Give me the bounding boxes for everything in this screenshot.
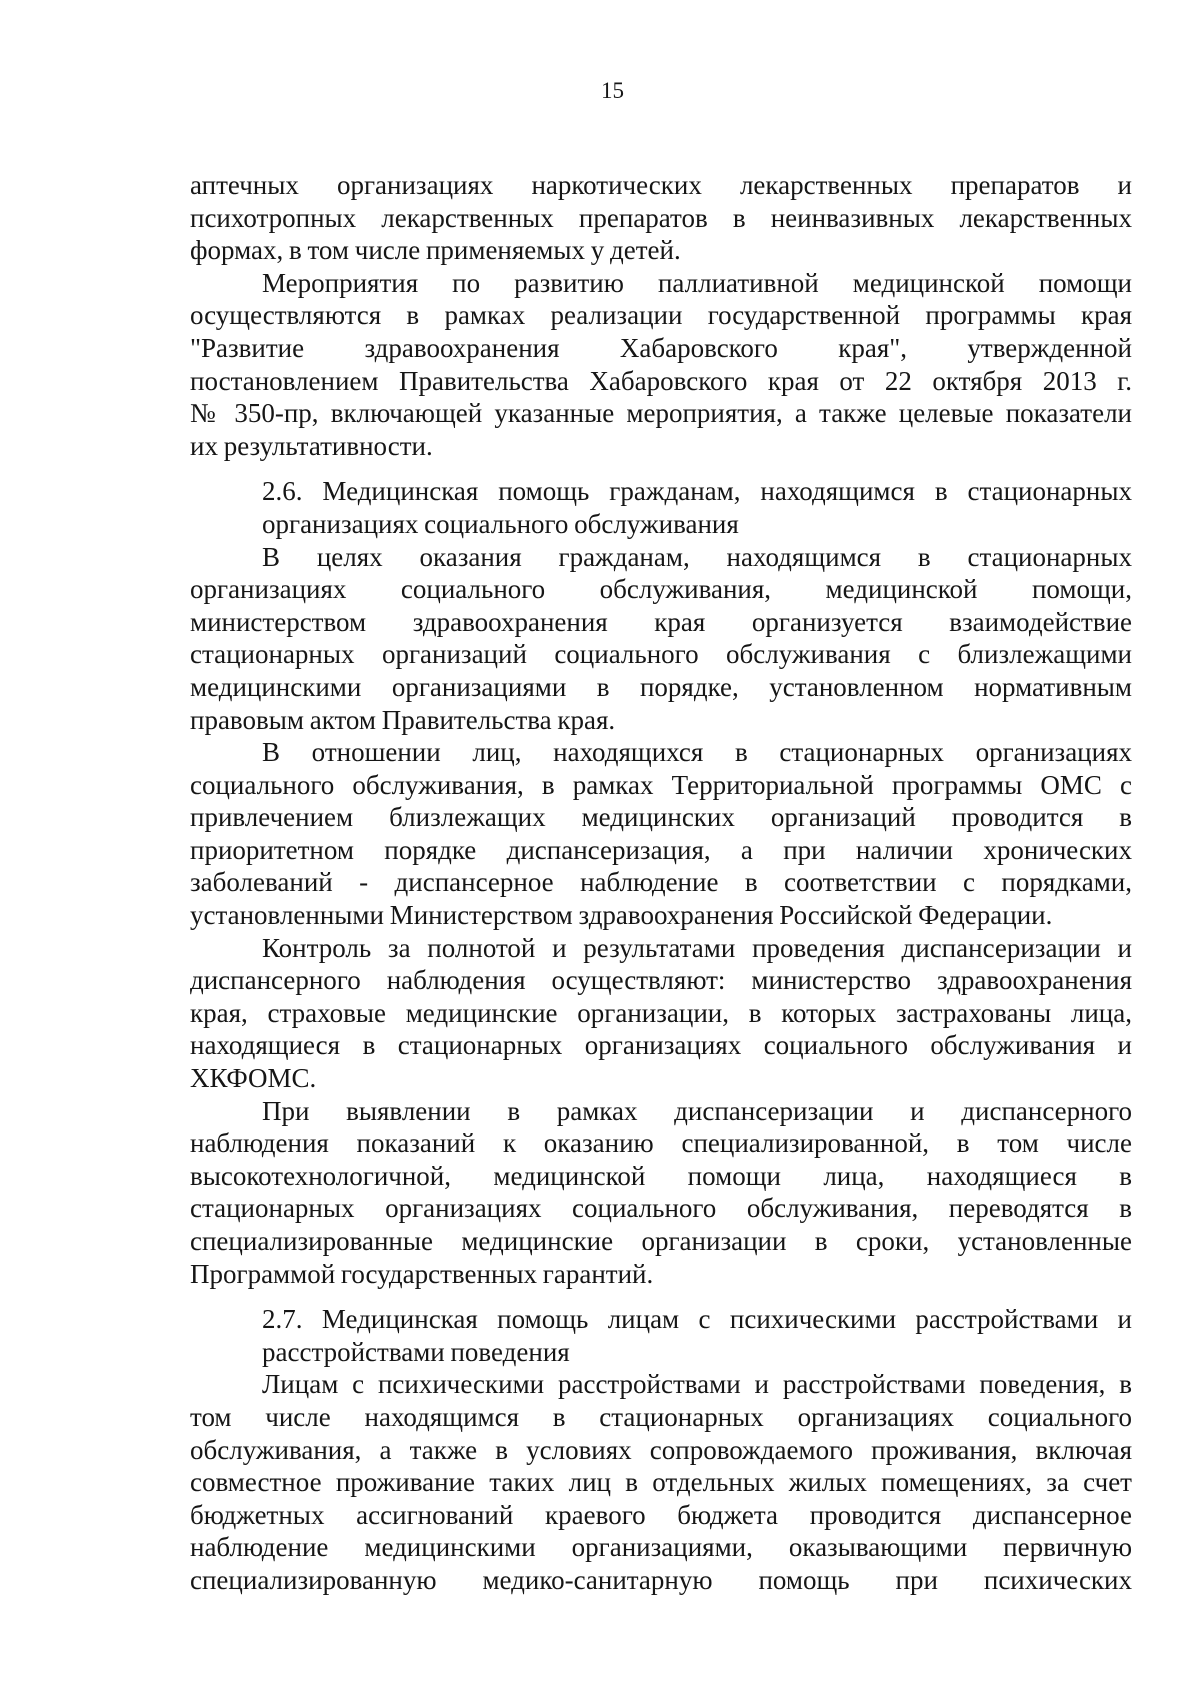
text-line: организациях социального обслуживания, медицинской помощи,: [190, 574, 1132, 605]
text-line: том числе находящимся в стационарных организациях социального: [190, 1401, 1132, 1432]
paragraph-transfer: [190, 1095, 1132, 1291]
heading-line: расстройствами поведения: [262, 1336, 570, 1367]
text-line: психотропных лекарственных препаратов в неинвазивных лекарственных: [190, 202, 1132, 233]
page-number: 15: [601, 78, 624, 103]
text-line: № 350-пр, включающей указанные мероприятия, а также целевые показатели: [190, 398, 1132, 429]
text-line: осуществляются в рамках реализации государственной программы края: [190, 300, 1132, 331]
text-line: "Развитие здравоохранения Хабаровского края", утвержденной: [190, 332, 1132, 363]
text-line: стационарных организациях социального обслуживания, переводятся в: [190, 1193, 1132, 1224]
text-line: При выявлении в рамках диспансеризации и диспансерного: [262, 1095, 1132, 1126]
paragraph-interaction: [190, 541, 1132, 737]
text-line: наблюдение медицинскими организациями, оказывающими первичную: [190, 1532, 1132, 1563]
heading-line: 2.7. Медицинская помощь лицам с психическими расстройствами и: [262, 1304, 1132, 1335]
text-line: медицинскими организациями в порядке, установленном нормативным: [190, 671, 1132, 702]
section-heading-2-7: [190, 1303, 1132, 1368]
text-line: формах, в том числе применяемых у детей.: [190, 235, 681, 266]
text-line: правовым актом Правительства края.: [190, 704, 616, 735]
text-line: высокотехнологичной, медицинской помощи лица, находящиеся в: [190, 1160, 1132, 1191]
text-line: аптечных организациях наркотических лекарственных препаратов и: [190, 170, 1132, 200]
text-line: ХКФОМС.: [190, 1063, 317, 1094]
text-line: министерством здравоохранения края организуется взаимодействие: [190, 606, 1132, 637]
text-line: Мероприятия по развитию паллиативной медицинской помощи: [262, 267, 1132, 298]
heading-line: 2.6. Медицинская помощь гражданам, находящимся в стационарных: [262, 476, 1132, 507]
text-line: диспансерного наблюдения осуществляют: министерство здравоохранения: [190, 965, 1132, 996]
text-line: края, страховые медицинские организации, в которых застрахованы лица,: [190, 997, 1132, 1028]
paragraph-mental-health: [190, 1368, 1132, 1596]
text-line: стационарных организаций социального обслуживания с близлежащими: [190, 639, 1132, 670]
text-line: совместное проживание таких лиц в отдельных жилых помещениях, за счет: [190, 1467, 1132, 1498]
section-heading-2-6: [190, 475, 1132, 540]
text-line: специализированные медицинские организации в сроки, установленные: [190, 1226, 1132, 1256]
text-line: Лицам с психическими расстройствами и расстройствами поведения, в: [262, 1369, 1132, 1400]
paragraph-dispensary: [190, 736, 1132, 932]
text-line: В отношении лиц, находящихся в стационарных организациях: [262, 737, 1132, 768]
text-line: наблюдения показаний к оказанию специализированной, в том числе: [190, 1128, 1132, 1159]
text-line: привлечением близлежащих медицинских организаций проводится в: [190, 802, 1132, 833]
paragraph-continuation: [190, 169, 1132, 267]
text-line: постановлением Правительства Хабаровского края от 22 октября 2013 г.: [190, 365, 1132, 396]
text-line: В целях оказания гражданам, находящимся в стационарных: [262, 541, 1132, 572]
paragraph-palliative-care: [190, 267, 1132, 463]
paragraph-control: [190, 932, 1132, 1095]
text-line: специализированную медико-санитарную помощь при психических: [190, 1564, 1132, 1595]
text-line: их результативности.: [190, 430, 433, 461]
text-line: установленными Министерством здравоохранения Российской Федерации.: [190, 900, 1053, 931]
text-line: бюджетных ассигнований краевого бюджета проводится диспансерное: [190, 1499, 1132, 1530]
text-line: заболеваний - диспансерное наблюдение в соответствии с порядками,: [190, 867, 1132, 898]
text-line: Контроль за полнотой и результатами проведения диспансеризации и: [262, 932, 1132, 963]
text-line: Программой государственных гарантий.: [190, 1258, 654, 1289]
text-line: приоритетном порядке диспансеризация, а при наличии хронических: [190, 834, 1132, 865]
heading-line: организациях социального обслуживания: [262, 508, 739, 539]
text-line: социального обслуживания, в рамках Территориальной программы ОМС с: [190, 769, 1132, 800]
document-body: [190, 169, 1132, 1597]
text-line: обслуживания, а также в условиях сопровождаемого проживания, включая: [190, 1434, 1132, 1465]
text-line: находящиеся в стационарных организациях социального обслуживания и: [190, 1030, 1132, 1061]
